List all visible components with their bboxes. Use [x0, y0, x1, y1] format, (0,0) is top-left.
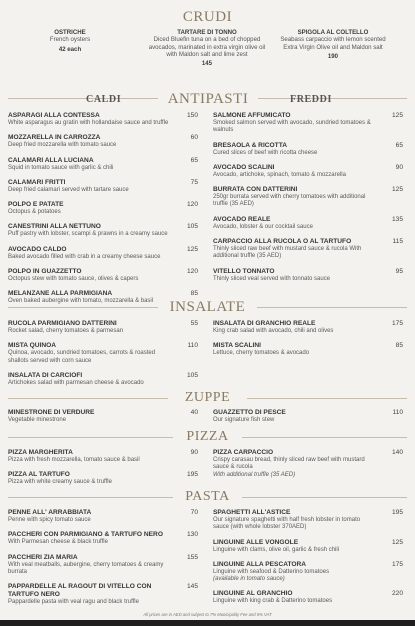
menu-item-name: MISTA SCALINI	[213, 342, 261, 350]
menu-item-name: ASPARAGI ALLA CONTESSA	[8, 112, 100, 119]
menu-item-name: CALAMARI FRITTI	[8, 178, 66, 186]
crudi-item-name: SPIGOLA AL COLTELLO	[297, 29, 369, 36]
menu-item-description: Linguine with king crab & Datterino tomatoes	[213, 598, 333, 605]
menu-item-price: 195	[391, 509, 403, 516]
menu-item-name: MINESTRONE DI VERDURE	[8, 409, 95, 416]
menu-item-name: VITELLO TONNATO	[213, 267, 275, 275]
menu-item	[213, 561, 403, 584]
menu-item-price: 130	[186, 531, 198, 539]
menu-item	[8, 372, 198, 387]
menu-item	[8, 583, 198, 606]
pasta-left-list	[8, 509, 198, 613]
menu-item	[213, 268, 403, 283]
menu-item	[8, 554, 198, 577]
menu-item-description: King crab salad with avocado, chili and olives	[213, 328, 334, 334]
menu-item	[213, 509, 403, 532]
pasta-right-list	[213, 509, 403, 613]
menu-item-description: Avocado, lobster & our cocktail sauce	[213, 223, 313, 230]
menu-item-description: Rocket salad, cherry tomatoes & parmesan	[8, 328, 124, 334]
menu-item-description: Crispy carasau bread, thinly sliced raw beef with mustard sauce & rucola	[213, 457, 365, 471]
menu-item-price: 120	[186, 268, 198, 276]
menu-item-price: 105	[186, 223, 198, 231]
menu-item	[213, 539, 403, 554]
menu-item-name: PACCHERI CON PARMIGIANO & TARTUFO NERO	[8, 531, 163, 539]
menu-item-price: 125	[391, 186, 403, 194]
menu-item-price: 140	[391, 449, 403, 456]
menu-item-name: LINGUINE ALLA PESCATORA	[213, 560, 307, 568]
menu-item-note: (available in tomato sauce)	[213, 576, 285, 583]
menu-item-description: Vegetable minestrone	[8, 417, 67, 423]
menu-item-name: RUCOLA PARMIGIANO DATTERINI	[8, 320, 117, 327]
menu-item-price: 85	[395, 342, 403, 350]
menu-item-description: Thinly sliced veal served with tonnato sauce	[213, 275, 331, 282]
pizza-right-list	[213, 449, 403, 486]
menu-item	[213, 590, 403, 605]
menu-item-description: 250gr burrata served with cherry tomatoes with additional truffle (35 AED)	[213, 194, 366, 208]
menu-item-price: 110	[187, 342, 198, 350]
menu-item-name: AVOCADO REALE	[213, 215, 271, 223]
crudi-item	[148, 29, 266, 67]
crudi-item-price: 42 each	[58, 45, 82, 53]
caldi-heading: CALDI	[86, 94, 122, 105]
antipasti-caldi-list	[8, 112, 198, 313]
divider	[242, 497, 407, 498]
menu-item-price: 75	[190, 178, 198, 186]
zuppe-title: ZUPPE	[184, 390, 231, 405]
menu-item-price: 175	[391, 320, 403, 327]
menu-item-description: Avocado, artichoke, spinach, tomato & mozzarella	[213, 171, 346, 178]
menu-item-description: Artichokes salad with parmesan cheese & avocado	[8, 379, 144, 386]
menu-item-price: 85	[190, 290, 198, 298]
insalate-left-list	[8, 320, 198, 394]
menu-item-description: Thinly sliced raw beef with mustard sauce & rucola With additional truffle (35 AED)	[213, 246, 362, 260]
menu-item-name: PIZZA AL TARTUFO	[8, 471, 70, 479]
menu-item-description: Quinoa, avocado, sundried tomatoes, carrots & roasted shallots served with corn sauce	[8, 350, 156, 364]
menu-item-description: Oven baked aubergine with tomato, mozzarella & basil	[8, 298, 154, 305]
menu-item-description: Pizza with fresh mozzarella, tomato sauce & basil	[8, 457, 140, 463]
menu-item-description: Squid in tomato sauce with garlic & chili	[8, 164, 114, 171]
menu-item-description: Cured slices of beef with ricotta cheese	[213, 149, 318, 156]
menu-item-description: With Parmesan cheese & black truffle	[8, 539, 108, 546]
menu-item-name: PIZZA CARPACCIO	[213, 449, 274, 456]
menu-item-description: Puff pastry with lobster, scampi & prawns in a creamy sauce	[8, 231, 168, 238]
menu-item-name: PACCHERI ZIA MARIA	[8, 553, 78, 561]
crudi-item-desc: Diced Bluefin tuna on a bed of chopped avocados, marinated in extra virgin olive oil with Maldon salt and lime zest	[148, 36, 266, 58]
menu-item-description: Smoked salmon served with avocado, sundried tomatoes & walnuts	[213, 120, 371, 134]
divider	[242, 437, 407, 438]
menu-item-price: 150	[186, 112, 198, 119]
menu-item-price: 90	[395, 163, 403, 171]
menu-item-name: CANESTRINI ALLA NETTUNO	[8, 223, 101, 231]
menu-item-note: With additional truffle (35 AED)	[213, 471, 296, 478]
menu-item-description: White asparagus au gratin with hollandaise sauce and truffle	[8, 120, 169, 126]
pizza-title: PIZZA	[186, 429, 229, 444]
menu-item-description: Linguine with seafood & Datterino tomatoes	[213, 568, 330, 575]
menu-item-price: 60	[190, 134, 198, 142]
menu-item	[213, 320, 403, 335]
menu-item-description: Lettuce, cherry tomatoes & avocado	[213, 350, 310, 357]
crudi-item	[278, 29, 388, 60]
crudi-title: CRUDI	[182, 9, 233, 25]
menu-item	[8, 320, 198, 335]
menu-item	[213, 216, 403, 231]
menu-item-name: CARPACCIO ALLA RUCOLA O AL TARTUFO	[213, 238, 352, 246]
menu-item-price: 65	[190, 156, 198, 164]
menu-item	[213, 186, 403, 209]
menu-item-price: 125	[186, 245, 198, 253]
menu-item-description: Our signature spaghetti with half fresh lobster in tomato sauce (with whole lobster 370AED)	[213, 517, 361, 531]
pasta-title: PASTA	[185, 489, 230, 504]
menu-item	[213, 142, 403, 157]
menu-item-name: SPAGHETTI ALL'ASTICE	[213, 509, 291, 516]
menu-item-price: 90	[190, 449, 198, 456]
menu-item-price: 115	[392, 238, 403, 246]
menu-item-description: Octopus stew with tomato sauce, olives & capers	[8, 276, 139, 283]
menu-item-price: 105	[186, 371, 198, 379]
divider	[247, 398, 407, 399]
menu-item	[8, 531, 198, 546]
menu-item-description: Deep fried mozzarella with tomato sauce	[8, 142, 117, 149]
menu-item	[8, 112, 198, 127]
menu-item	[213, 112, 403, 135]
menu-item	[8, 449, 198, 464]
menu-item-description: Pappardelle pasta with veal ragu and black truffle	[8, 599, 139, 606]
menu-item-price: 220	[391, 590, 403, 598]
crudi-item-name: TARTARE DI TONNO	[177, 29, 237, 36]
menu-item	[213, 409, 403, 424]
menu-item-name: INSALATA DI CARCIOFI	[8, 371, 83, 379]
menu-item-name: INSALATA DI GRANCHIO REALE	[213, 320, 316, 327]
menu-item-description: Penne with spicy tomato sauce	[8, 517, 91, 523]
menu-item-name: SALMONE AFFUMICATO	[213, 112, 291, 119]
bottom-bar	[0, 620, 415, 626]
menu-item	[8, 509, 198, 524]
antipasti-freddi-list	[213, 112, 403, 290]
antipasti-title: ANTIPASTI	[158, 91, 258, 108]
menu-item-price: 125	[391, 112, 403, 119]
menu-item	[8, 201, 198, 216]
menu-item-price: 125	[391, 538, 403, 546]
menu-item	[8, 134, 198, 149]
menu-item-description: Pizza with white creamy sauce & truffle	[8, 479, 112, 486]
menu-item-price: 40	[190, 409, 198, 416]
insalate-right-list	[213, 320, 403, 365]
menu-item	[8, 268, 198, 283]
menu-item-price: 120	[186, 201, 198, 209]
menu-item	[8, 157, 198, 172]
menu-item-name: BRESAOLA & RICOTTA	[213, 141, 287, 149]
menu-item-price: 175	[391, 560, 403, 568]
menu-item-name: LINGUINE ALLE VONGOLE	[213, 538, 299, 546]
menu-item-name: AVOCADO SCALINI	[213, 163, 275, 171]
menu-item-name: MELANZANE ALLA PARMIGIANA	[8, 290, 113, 298]
menu-item-description: Octopus & potatoes	[8, 209, 61, 216]
menu-item-price: 195	[186, 471, 198, 479]
menu-item-name: PAPPARDELLE AL RAGOUT DI VITELLO CON TARTUFO NERO	[8, 583, 152, 599]
menu-item	[8, 246, 198, 261]
menu-item-price: 145	[186, 583, 198, 591]
menu-item	[8, 409, 198, 424]
menu-item-price: 110	[392, 409, 403, 416]
menu-item-name: AVOCADO CALDO	[8, 245, 67, 253]
freddi-heading: FREDDI	[290, 94, 332, 105]
crudi-item-price: 145	[201, 60, 213, 68]
menu-item-description: Deep fried calamari served with tartare sauce	[8, 186, 129, 193]
crudi-item-desc: French oysters	[49, 36, 91, 44]
menu-item	[8, 223, 198, 238]
menu-item-price: 135	[391, 215, 403, 223]
crudi-item-desc: Seabass carpaccio with lemon scented Extra Virgin Olive oil and Maldon salt	[280, 36, 386, 51]
menu-item-description: Our signature fish stew	[213, 417, 275, 423]
menu-item-name: LINGUINE AL GRANCHIO	[213, 590, 293, 598]
menu-item-name: PIZZA MARGHERITA	[8, 449, 73, 456]
menu-item-price: 95	[395, 267, 403, 275]
menu-item	[8, 471, 198, 486]
menu-item-description: Linguine with clams, olive oil, garlic & fresh chili	[213, 546, 340, 553]
menu-item-name: BURRATA CON DATTERINI	[213, 186, 298, 194]
menu-item-description: With veal meatballs, aubergine, cherry tomatoes & creamy burrata	[8, 561, 164, 575]
menu-item	[213, 238, 403, 261]
menu-item-name: POLPO E PATATE	[8, 201, 64, 209]
price-footnote: All prices are in AED and subject to 7% Municipality Fee and 5% VAT	[143, 612, 272, 617]
menu-item	[8, 179, 198, 194]
crudi-item	[30, 29, 110, 53]
crudi-item-price: 190	[327, 52, 339, 60]
zuppe-right-list	[213, 409, 403, 431]
menu-item-name: MOZZARELLA IN CARROZZA	[8, 134, 101, 142]
zuppe-left-list	[8, 409, 198, 431]
menu-item	[8, 342, 198, 365]
insalate-title: INSALATE	[169, 299, 246, 315]
menu-item-name: MISTA QUINOA	[8, 342, 56, 350]
menu-item-price: 55	[190, 320, 198, 327]
divider	[257, 307, 407, 308]
pizza-left-list	[8, 449, 198, 494]
menu-item	[213, 342, 403, 357]
menu-item-name: POLPO IN GUAZZETTO	[8, 268, 82, 276]
menu-item-name: PENNE ALL' ARRABBIATA	[8, 509, 92, 516]
menu-item-price: 65	[395, 141, 403, 149]
crudi-item-name: OSTRICHE	[54, 29, 86, 36]
menu-item	[213, 449, 403, 479]
menu-item-price: 70	[190, 509, 198, 516]
menu-item-name: GUAZZETTO DI PESCE	[213, 409, 286, 416]
menu-item-description: Baked avocado filled with crab in a creamy cheese sauce	[8, 253, 161, 260]
menu-item-price: 155	[186, 553, 198, 561]
menu-item-name: CALAMARI ALLA LUCIANA	[8, 156, 94, 164]
menu-item	[213, 164, 403, 179]
